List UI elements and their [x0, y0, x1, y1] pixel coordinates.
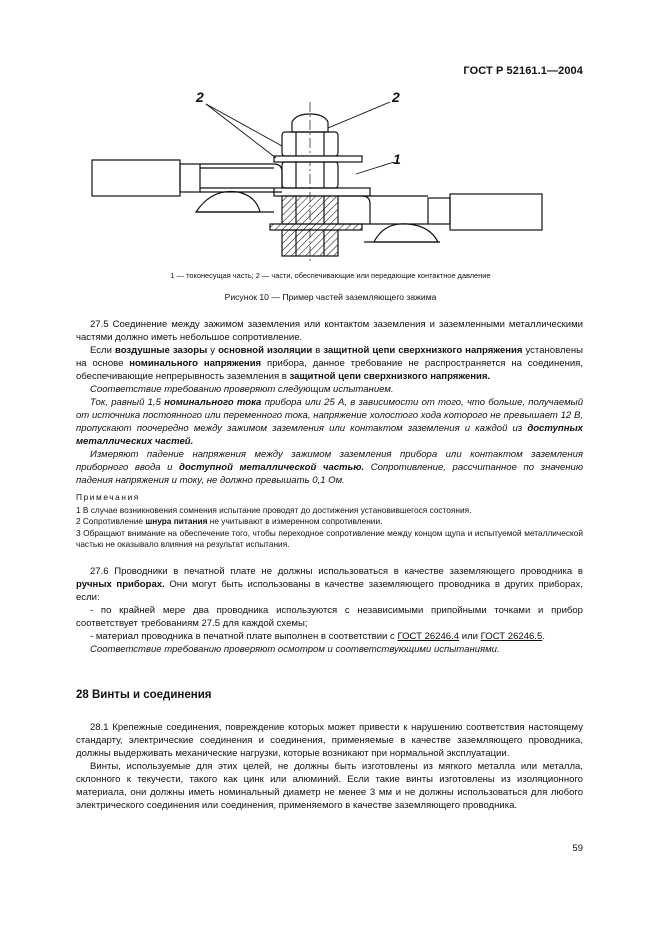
clause-27-6-item2: - материал проводника в печатной плате выполнен в соответствии с ГОСТ 26246.4 или ГОСТ 26246.5. [90, 631, 545, 642]
note-3: 3 Обращают внимание на обеспечение того, чтобы переходное сопротивление между концом щупа и испытуемой металлической частью не оказывало влияния на результат испытания. [76, 527, 583, 549]
callout-1: 1 [393, 151, 401, 167]
earthing-terminal-drawing [88, 84, 548, 264]
gost-26246-4-link[interactable]: ГОСТ 26246.4 [397, 631, 460, 642]
note-1: 1 В случае возникновения сомнения испытание проводят до достижения установившегося состояния. [76, 504, 472, 515]
section-28-heading: 28 Винты и соединения [76, 689, 212, 701]
clause-27-5-p5: Измеряют падение напряжения между зажимом заземления прибора или контактом заземления приборного ввода и доступной металлической частью. Сопротивление, рассчитанное по значению падения напряжения и току, не должно превышать 0,1 Ом. [76, 449, 583, 486]
clause-27-5-p3: Соответствие требованию проверяют следующим испытанием. [90, 384, 394, 395]
clause-27-6-item1: - по крайней мере два проводника используются с независимыми припойными точками и прибор соответствует требованиям 27.5 для каждой схемы; [76, 605, 583, 629]
callout-2-right: 2 [392, 89, 400, 105]
figure-legend: 1 — токонесущая часть; 2 — части, обеспечивающие или передающие контактное давление [170, 271, 491, 280]
clause-27-5-p4: Ток, равный 1,5 номинального тока прибора или 25 А, в зависимости от того, что больше, получаемый от источника постоянного или переменного тока, напряжение холостого хода которого не превышает 12 В, пропускают поочередно между зажимом заземления или контактом заземления и каждой из доступных металлических частей. [76, 397, 583, 447]
clause-28-1-p2: Винты, используемые для этих целей, не должны быть изготовлены из мягкого металла или металла, склонного к текучести, такого как цинк или алюминий. Если такие винты изготовлены из изоляционного материала, они должны иметь номинальный диаметр не менее 3 мм и не должны использоваться для любого электрического соединения или соединения, применяемого в качестве заземляющего проводника. [76, 761, 583, 811]
clause-27-5-p2: Если воздушные зазоры у основной изоляции в защитной цепи сверхнизкого напряжения установлены на основе номинального напряжения прибора, данное требование не распространяется на соединения, обеспечивающие непрерывность заземления в защитной цепи сверхнизкого напряжения. [76, 345, 584, 382]
clause-27-6-check: Соответствие требованию проверяют осмотром и соответствующими испытаниями. [90, 644, 500, 655]
section-28-body [76, 721, 583, 812]
note-2: 2 Сопротивление шнура питания не учитывают в измеренном сопротивлении. [76, 516, 383, 526]
clause-27-6 [76, 565, 583, 656]
clause-27-5-p1: 27.5 Соединение между зажимом заземления или контактом заземления и заземленными металлическими частями должно иметь небольшое сопротивление. [76, 319, 583, 343]
callout-2-left: 2 [196, 89, 204, 105]
clause-27-5 [76, 318, 583, 551]
clause-28-1-p1: 28.1 Крепежные соединения, повреждение которых может привести к нарушению соответствия настоящему стандарту, электрические соединения и соединения, применяемые в качестве заземляющего проводника, должны выдерживать механические нагрузки, которые возникают при нормальной эксплуатации. [76, 722, 583, 759]
clause-27-6-p1: 27.6 Проводники в печатной плате не должны использоваться в качестве заземляющего проводника в ручных приборах. Они могут быть использованы в качестве заземляющего проводника в других приборах, если: [76, 566, 583, 603]
figure-caption: Рисунок 10 — Пример частей заземляющего зажима [224, 292, 437, 302]
document-code: ГОСТ Р 52161.1—2004 [463, 65, 583, 77]
notes-title: Примечания [76, 492, 140, 502]
notes-block [76, 492, 583, 551]
page-number: 59 [572, 843, 583, 854]
gost-26246-5-link[interactable]: ГОСТ 26246.5 [480, 631, 543, 642]
